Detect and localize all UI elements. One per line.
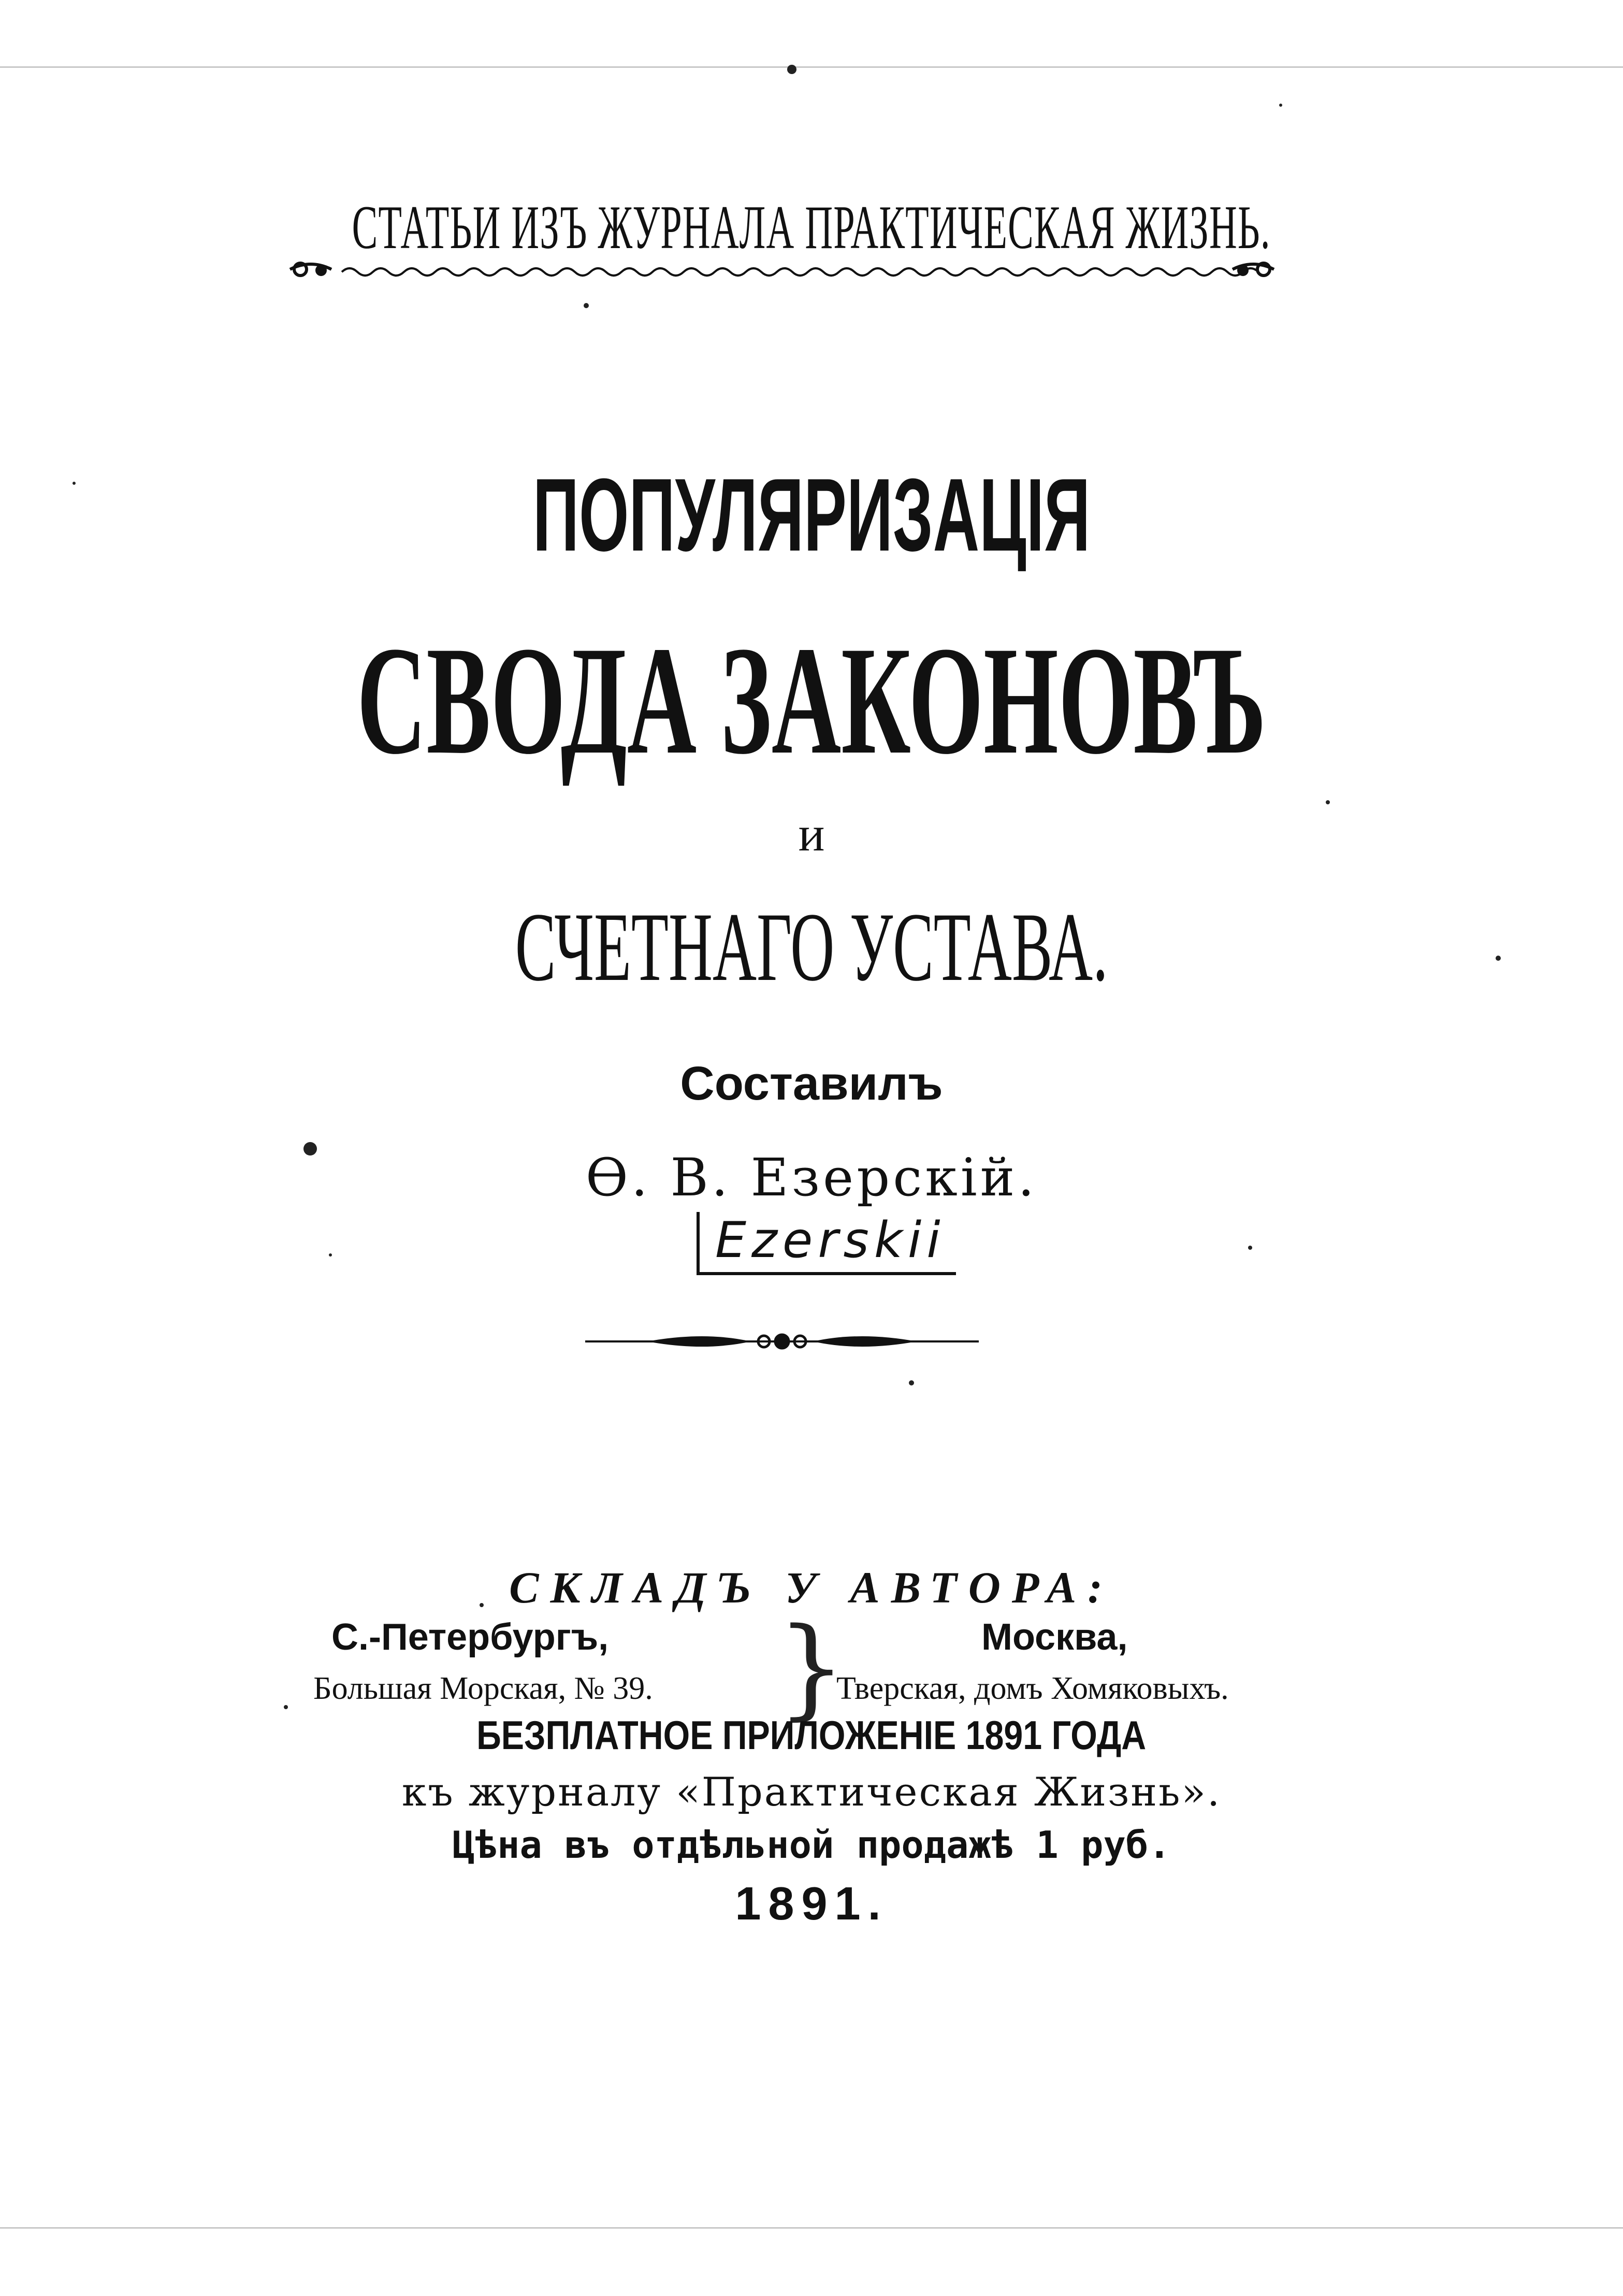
- scan-speck: [329, 1253, 332, 1257]
- scan-speck: [1496, 956, 1501, 961]
- scan-speck: [1279, 104, 1282, 107]
- publication-year: 1891.: [735, 1878, 888, 1930]
- wavy-rule-ornament: [290, 254, 1274, 290]
- title-line-accounting-statute: СЧЕТНАГО УСТАВА.: [515, 893, 1108, 1002]
- scan-speck: [73, 482, 76, 485]
- title-line-popularization: ПОПУЛЯРИЗАЦІЯ: [532, 457, 1091, 573]
- scan-speck: [303, 1142, 317, 1156]
- brace-divider-icon: }: [777, 1604, 846, 1731]
- scan-speck: [787, 65, 796, 74]
- author-name: Ѳ. В. Езерскій.: [585, 1147, 1038, 1208]
- series-header-text: СТАТЬИ ИЗЪ ЖУРНАЛА ПРАКТИЧЕСКАЯ ЖИЗНЬ.: [352, 193, 1271, 262]
- city-moscow: Москва,: [981, 1616, 1128, 1658]
- free-supplement-note: БЕЗПЛАТНОЕ ПРИЛОЖЕНІЕ 1891 ГОДА: [476, 1712, 1147, 1758]
- scan-top-edge: [0, 66, 1623, 68]
- scan-speck: [584, 303, 589, 308]
- scan-speck: [284, 1705, 288, 1709]
- address-st-petersburg: Большая Морская, № 39.: [313, 1671, 653, 1706]
- title-conjunction: и: [798, 806, 825, 861]
- title-line-code-of-laws: СВОДА ЗАКОНОВЪ: [357, 614, 1266, 786]
- scan-speck: [909, 1380, 914, 1385]
- scan-speck: [480, 1603, 484, 1607]
- compiled-by-label: Составилъ: [680, 1057, 943, 1110]
- scroll-left-icon: [290, 263, 331, 276]
- journal-reference: къ журналу «Практическая Жизнь».: [401, 1769, 1222, 1815]
- series-header: [0, 192, 1623, 263]
- address-moscow: Тверская, домъ Хомяковыхъ.: [836, 1671, 1229, 1706]
- handwritten-annotation: Ezerskii: [697, 1212, 956, 1275]
- center-rule-ornament: [585, 1326, 979, 1357]
- price-note: Цѣна въ отдѣльной продажѣ 1 руб.: [452, 1823, 1171, 1867]
- warehouse-heading: СКЛАДЪ У АВТОРА:: [509, 1563, 1114, 1612]
- scan-speck: [1326, 800, 1330, 804]
- scan-bottom-edge: [0, 2227, 1623, 2229]
- scan-speck: [1248, 1246, 1252, 1250]
- city-st-petersburg: С.-Петербургъ,: [331, 1616, 609, 1658]
